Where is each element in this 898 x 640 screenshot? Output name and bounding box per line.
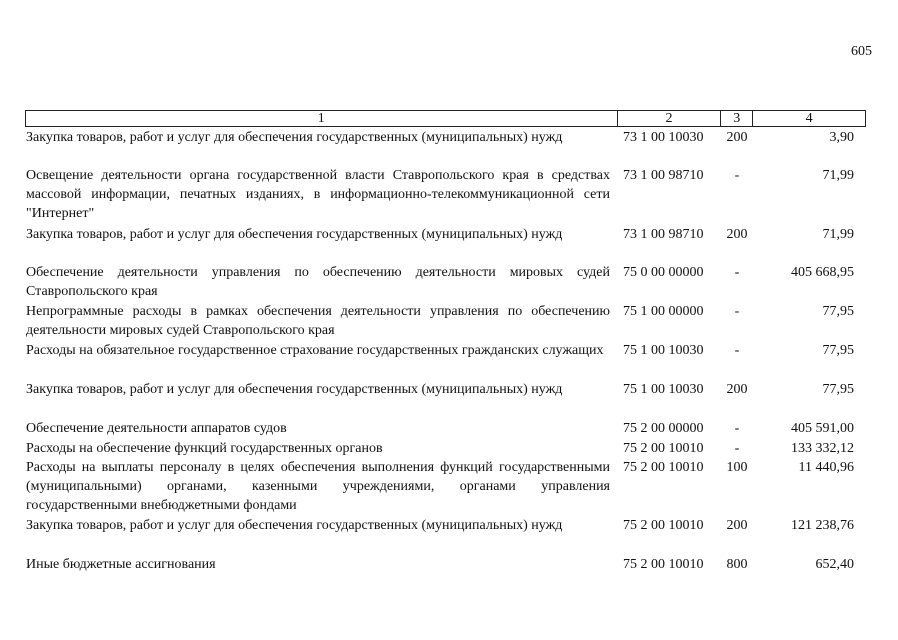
- column-header-1: 1: [317, 111, 325, 126]
- row-code: 75 1 00 10030: [623, 382, 704, 397]
- row-description: Освещение деятельности органа государственной власти Ставропольского края в средствах массовой информации, печатных изданиях, в информационно-телекоммуникационной сети "Интернет": [26, 168, 610, 221]
- row-type: 200: [726, 382, 748, 397]
- row-description: Расходы на обеспечение функций государственных органов: [26, 441, 383, 456]
- row-description: Обеспечение деятельности управления по обеспечению деятельности мировых судей Ставропольского края: [26, 265, 610, 299]
- row-description: Закупка товаров, работ и услуг для обеспечения государственных (муниципальных) нужд: [26, 382, 563, 397]
- row-type: 200: [726, 130, 748, 145]
- row-type: 100: [726, 460, 748, 475]
- row-type: -: [734, 265, 740, 280]
- row-amount: 71,99: [822, 168, 854, 183]
- row-code: 75 2 00 10010: [623, 460, 704, 475]
- row-type: 800: [726, 557, 748, 572]
- row-amount: 77,95: [822, 304, 854, 319]
- row-description: Закупка товаров, работ и услуг для обеспечения государственных (муниципальных) нужд: [26, 227, 563, 242]
- page-number: 605: [851, 44, 872, 59]
- row-amount: 121 238,76: [791, 518, 854, 533]
- row-type: -: [734, 441, 740, 456]
- row-amount: 77,95: [822, 343, 854, 358]
- row-description: Обеспечение деятельности аппаратов судов: [26, 421, 287, 436]
- row-description: Иные бюджетные ассигнования: [26, 557, 216, 572]
- row-code: 73 1 00 10030: [623, 130, 704, 145]
- row-type: 200: [726, 518, 748, 533]
- row-amount: 77,95: [822, 382, 854, 397]
- row-code: 75 1 00 10030: [623, 343, 704, 358]
- row-amount: 11 440,96: [798, 460, 854, 475]
- table-header: [25, 110, 866, 127]
- column-header-3: 3: [720, 111, 752, 126]
- column-header-2: 2: [617, 111, 721, 126]
- row-amount: 405 591,00: [791, 421, 854, 436]
- column-header-4: 4: [752, 111, 865, 126]
- row-amount: 652,40: [815, 557, 854, 572]
- row-code: 75 2 00 10010: [623, 441, 704, 456]
- row-type: -: [734, 343, 740, 358]
- row-description: Расходы на обязательное государственное страхование государственных гражданских служащих: [26, 343, 604, 358]
- row-code: 75 0 00 00000: [623, 265, 704, 280]
- row-description: Закупка товаров, работ и услуг для обеспечения государственных (муниципальных) нужд: [26, 518, 563, 533]
- row-code: 75 2 00 10010: [623, 557, 704, 572]
- row-amount: 405 668,95: [791, 265, 854, 280]
- row-description: Закупка товаров, работ и услуг для обеспечения государственных (муниципальных) нужд: [26, 130, 563, 145]
- row-type: 200: [726, 227, 748, 242]
- row-amount: 133 332,12: [791, 441, 854, 456]
- row-type: -: [734, 168, 740, 183]
- row-code: 75 2 00 00000: [623, 421, 704, 436]
- row-description: Расходы на выплаты персоналу в целях обеспечения выполнения функций государственными (муниципальными) органами, казенными учреждениями, органами управления государственными внебюджетными фондами: [26, 460, 610, 513]
- row-code: 75 1 00 00000: [623, 304, 704, 319]
- row-amount: 71,99: [822, 227, 854, 242]
- row-code: 73 1 00 98710: [623, 168, 704, 183]
- row-code: 73 1 00 98710: [623, 227, 704, 242]
- row-amount: 3,90: [829, 130, 854, 145]
- row-code: 75 2 00 10010: [623, 518, 704, 533]
- row-description: Непрограммные расходы в рамках обеспечения деятельности управления по обеспечению деятельности мировых судей Ставропольского края: [26, 304, 610, 338]
- row-type: -: [734, 421, 740, 436]
- row-type: -: [734, 304, 740, 319]
